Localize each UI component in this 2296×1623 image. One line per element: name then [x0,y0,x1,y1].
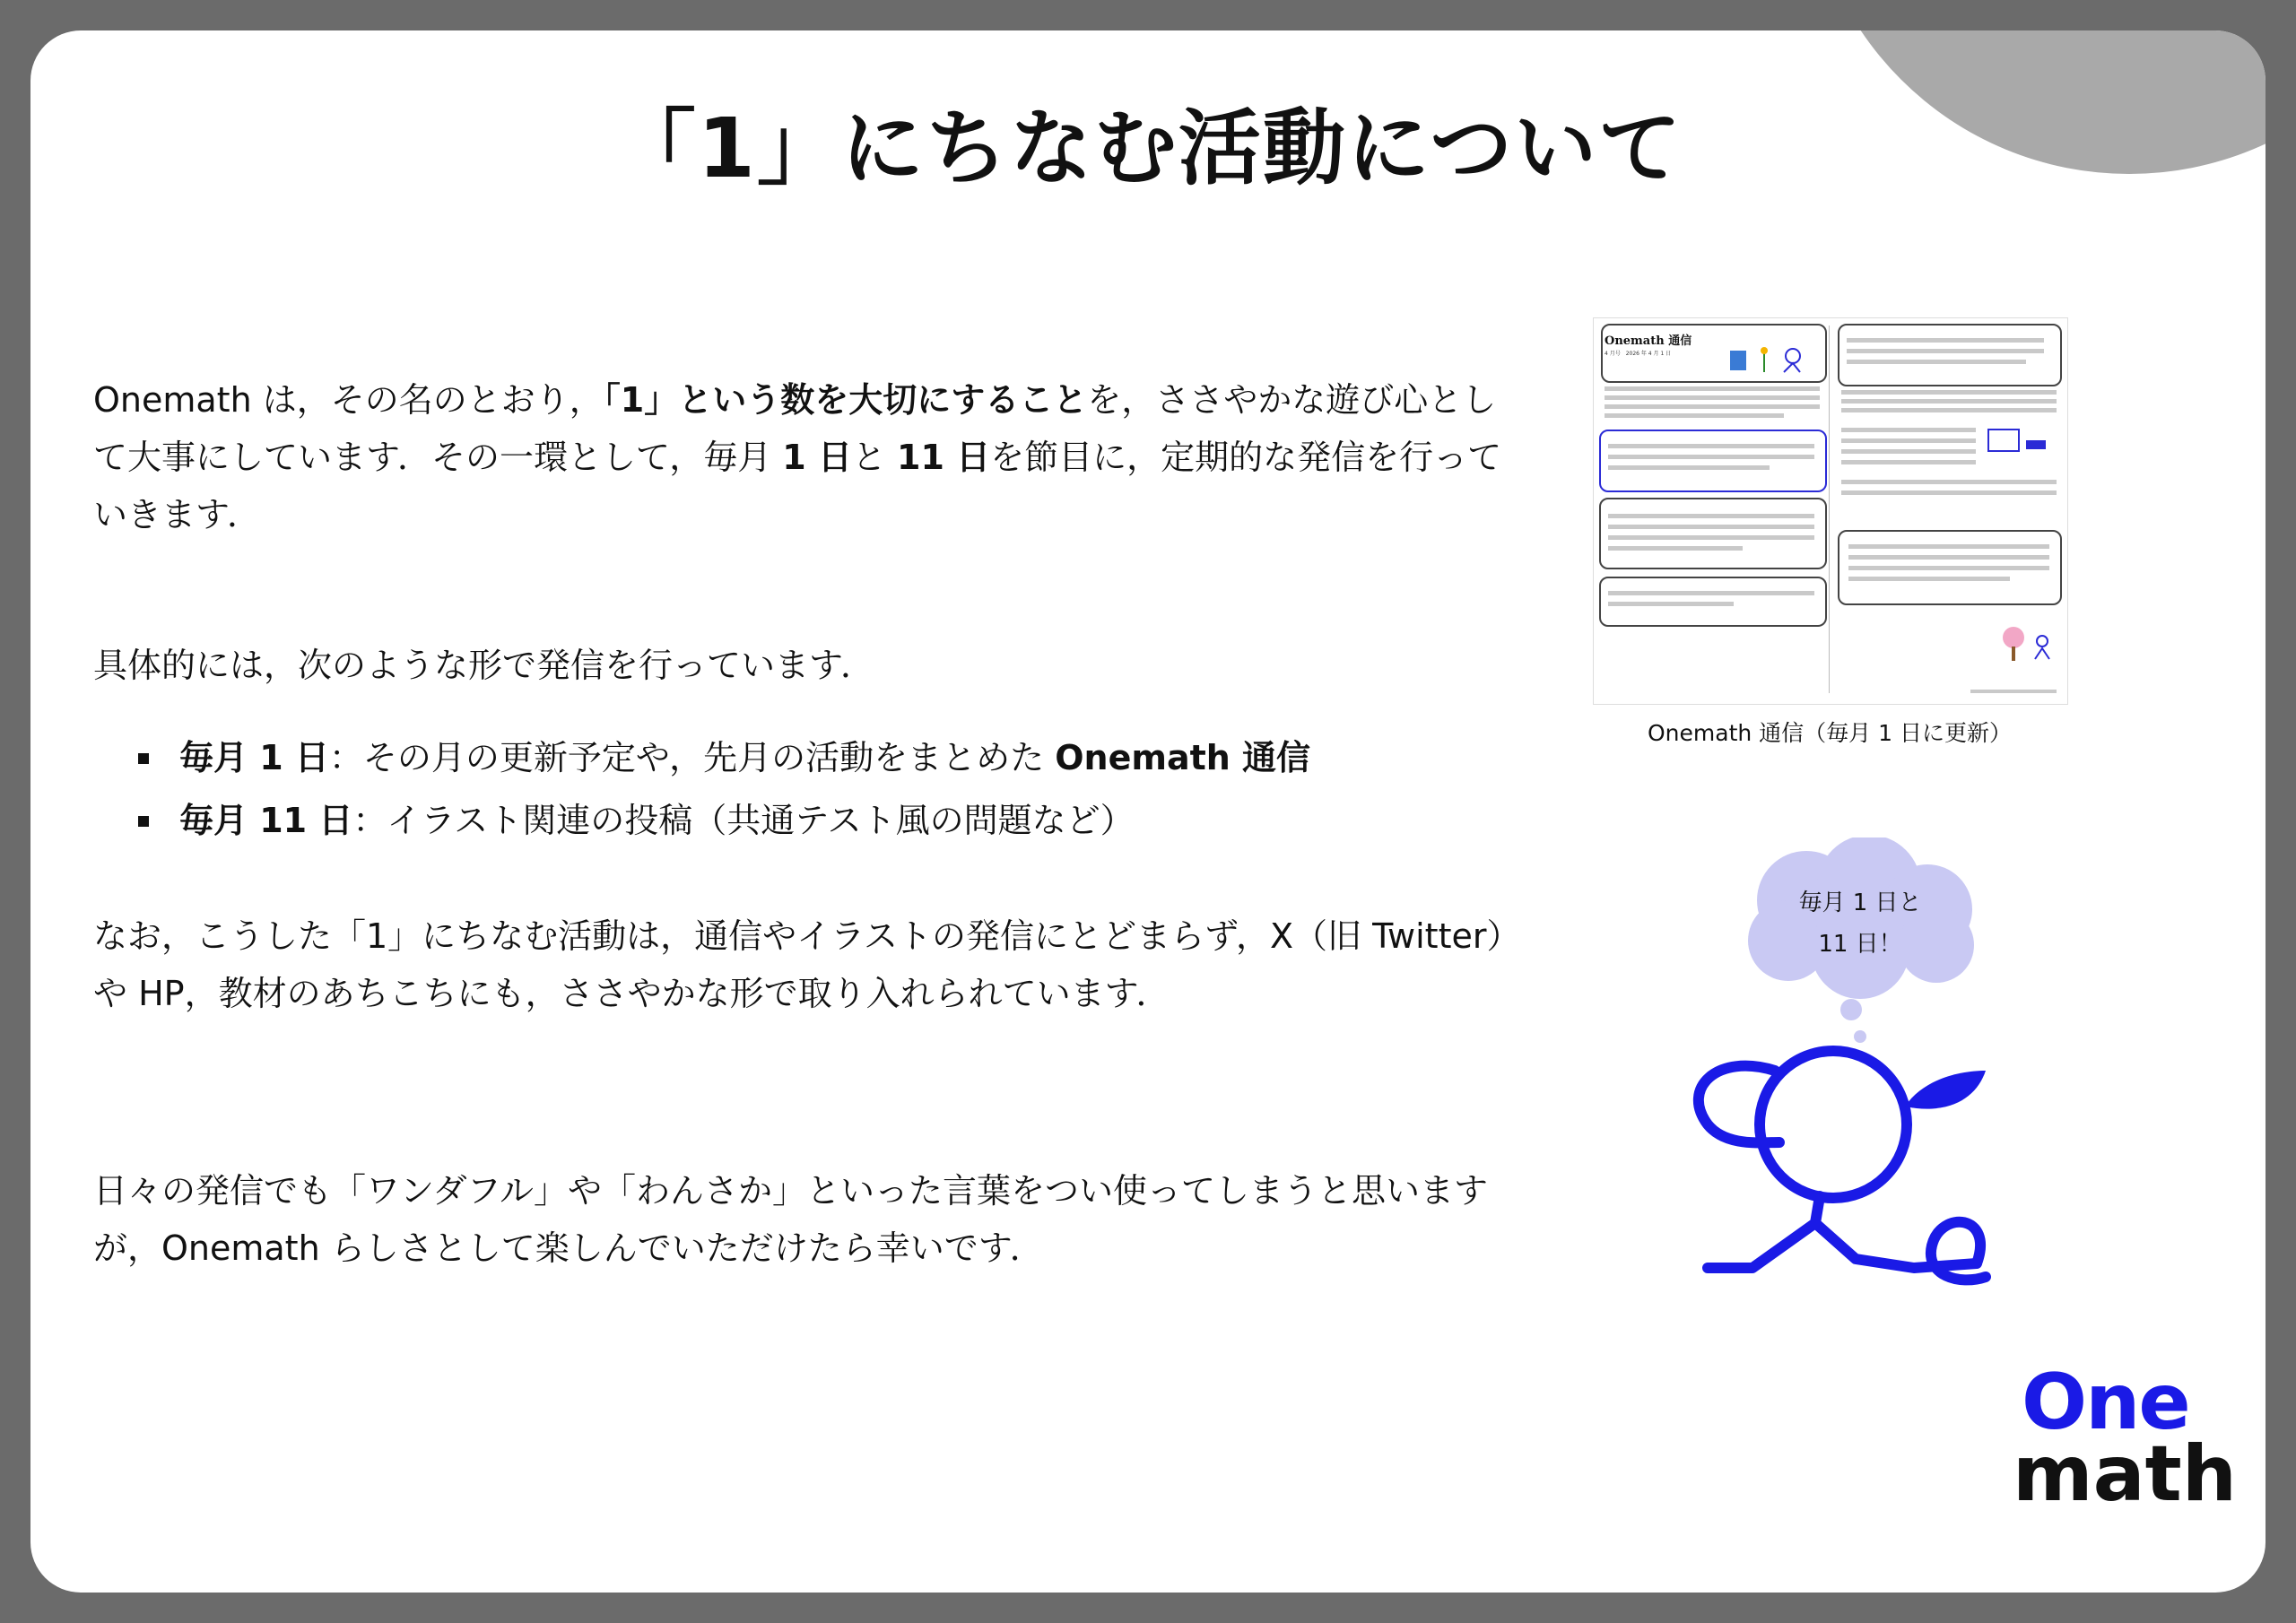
newsletter-box-hp [1599,430,1827,492]
activities-paragraph: なお，こうした「1」にちなむ活動は，通信やイラストの発信にとどまらず，X（旧 Twitter）や HP，教材のあちこちにも，ささやかな形で取り入れられています． [93,916,1521,1013]
bullet-text: ：イラスト関連の投稿（共通テスト風の問題など） [352,801,1135,840]
speech-text [1726,882,1995,965]
newsletter-profile-box [1838,324,2062,386]
newsletter-illustration-icon [1728,345,1818,376]
newsletter-title: Onemath 通信 [1605,334,1692,348]
intro-text-2: を，ささやかな遊び心として大事にしています．その一環として，毎月 [93,380,1497,477]
list-item [138,726,1310,789]
page-title: 「1」にちなむ活動について [613,100,1683,196]
newsletter-column-divider [1829,325,1830,693]
mascot-illustration [1690,1035,2013,1340]
onemath-logo [2013,1358,2246,1555]
logo-math: math [2013,1429,2237,1519]
bullet-bold: 毎月 1 日 [179,738,329,777]
newsletter-subtitle: 4 月号 2026 年 4 月 1 日 [1605,351,1672,357]
newsletter-box-x [1599,498,1827,569]
newsletter-board-icon [1985,426,2057,462]
closing-paragraph: 日々の発信でも「ワンダフル」や「わんさか」といった言葉をつい使ってしまうと思いますが，Onemath らしさとして楽しんでいただけたら幸いです． [93,1171,1488,1268]
bullet-text: ：その月の更新予定や，先月の活動をまとめた [328,738,1056,777]
intro-text-1: Onemath は，その名のとおり， [93,380,604,420]
logo-one: One [2022,1358,2189,1447]
speech-line-2: 11 日！ [1818,931,1902,958]
newsletter-thumbnail [1593,317,2068,705]
intro-bold-3: 11 日 [897,438,991,477]
newsletter-tree-icon [1997,623,2060,668]
bullet-bold-end: Onemath 通信 [1055,738,1311,777]
intro-text-4: を節目に，定期的な発信を行っていきます． [93,438,1502,534]
intro-bold-1: 「1」という数を大切にすること [603,380,1088,420]
speech-line-1: 毎月 1 日と [1798,890,1922,916]
slide [30,30,2266,1593]
newsletter-caption: Onemath 通信（毎月 1 日に更新） [1648,720,2012,746]
bullet-bold: 毎月 11 日 [179,801,353,840]
bullet-list [138,726,1310,852]
specific-paragraph: 具体的には，次のような形で発信を行っています． [93,646,874,685]
intro-paragraph [93,371,1528,543]
intro-bold-2: 1 日 [782,438,852,477]
list-item [138,789,1310,852]
intro-text-3: と [851,438,898,477]
